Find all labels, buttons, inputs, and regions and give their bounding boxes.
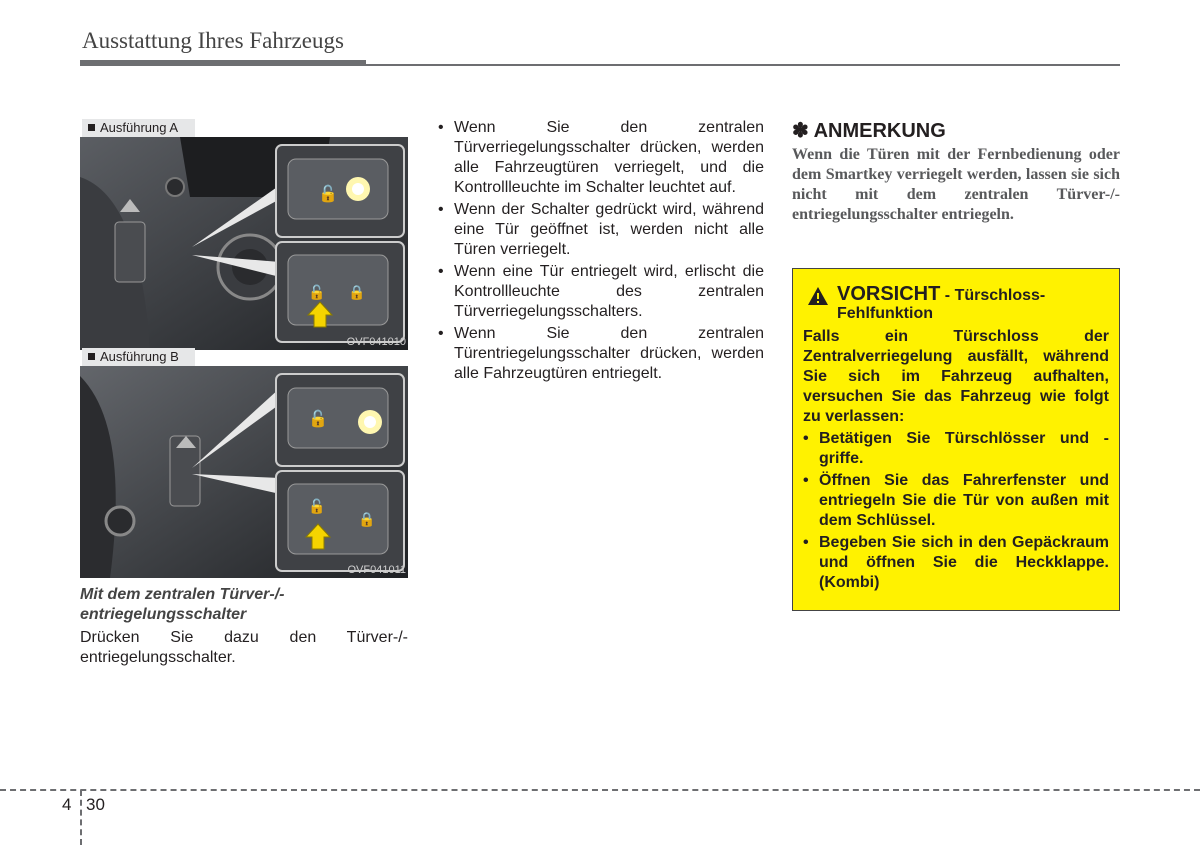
- caution-list: [803, 429, 1109, 593]
- caution-header: [803, 283, 1109, 323]
- footer-rule: [0, 789, 1200, 791]
- figure-a-label-text: Ausführung A: [100, 120, 179, 135]
- svg-text:🔓: 🔓: [308, 499, 326, 515]
- square-bullet-icon: [88, 124, 95, 131]
- figure-b-photo: [80, 366, 408, 578]
- list-item: • Wenn Sie den zentralen Türentriegelungsschalter drücken, werden alle Fahrzeugtüren entriegelt.: [436, 324, 764, 384]
- bullet-list: [436, 118, 764, 386]
- svg-text:🔓: 🔓: [308, 285, 326, 301]
- svg-text:🔓: 🔓: [308, 409, 328, 428]
- figure-a-label: [82, 119, 195, 137]
- figure-b-label: [82, 348, 195, 366]
- footer-divider: [80, 790, 82, 845]
- caution-subtitle-line2: Fehlfunktion: [837, 305, 933, 322]
- svg-text:🔓: 🔓: [318, 184, 338, 203]
- list-item: • Begeben Sie sich in den Gepäckraum und öffnen Sie die Heckklappe. (Kombi): [803, 533, 1109, 593]
- list-item: • Betätigen Sie Türschlösser und -griffe.: [803, 429, 1109, 469]
- body-paragraph: Drücken Sie dazu den Türver-/- entriegelungsschalter.: [80, 629, 408, 666]
- caution-subtitle: - Türschloss-: [944, 287, 1046, 304]
- note-title: ✽ ANMERKUNG: [792, 120, 946, 142]
- figure-caption: Mit dem zentralen Türver-/- entriegelungsschalter: [80, 586, 285, 623]
- list-item: • Wenn der Schalter gedrückt wird, während eine Tür geöffnet ist, werden nicht alle Türen verriegelt.: [436, 200, 764, 260]
- list-item: • Wenn eine Tür entriegelt wird, erlischt die Kontrollleuchte des zentralen Türverriegelungsschalters.: [436, 262, 764, 322]
- figure-b-code: OVF041011: [347, 564, 406, 576]
- figure-a-code: OVF041010: [346, 336, 406, 348]
- svg-text:🔒: 🔒: [348, 285, 366, 301]
- list-item: • Wenn Sie den zentralen Türverriegelungsschalter drücken, werden alle Fahrzeugtüren verriegelt, und die Kontrollleuchte im Schalter leuchtet auf.: [436, 118, 764, 198]
- chapter-number: 4: [62, 795, 72, 814]
- page-header-title: Ausstattung Ihres Fahrzeugs: [82, 28, 344, 53]
- square-bullet-icon: [88, 353, 95, 360]
- caution-box: [792, 268, 1120, 611]
- caution-text: Falls ein Türschloss der Zentralverriegelung ausfällt, während Sie sich im Fahrzeug aufhalten, versuchen Sie das Fahrzeug wie folgt zu verlassen:: [803, 328, 1109, 425]
- note-body: Wenn die Türen mit der Fernbedienung oder dem Smartkey verriegelt werden, lassen sie sich nicht mit dem zentralen Türver-/-entriegelungsschalter entriegeln.: [792, 146, 1120, 223]
- warning-triangle-icon: [807, 286, 829, 306]
- list-item: • Öffnen Sie das Fahrerfenster und entriegeln Sie die Tür von außen mit dem Schlüssel.: [803, 471, 1109, 531]
- header-bar: [80, 60, 366, 66]
- header-rule: [366, 64, 1120, 66]
- figure-b-label-text: Ausführung B: [100, 349, 179, 364]
- caution-title: VORSICHT: [837, 283, 941, 305]
- page-number: 30: [86, 795, 105, 814]
- figure-a-photo: [80, 137, 408, 350]
- svg-text:🔒: 🔒: [358, 512, 376, 528]
